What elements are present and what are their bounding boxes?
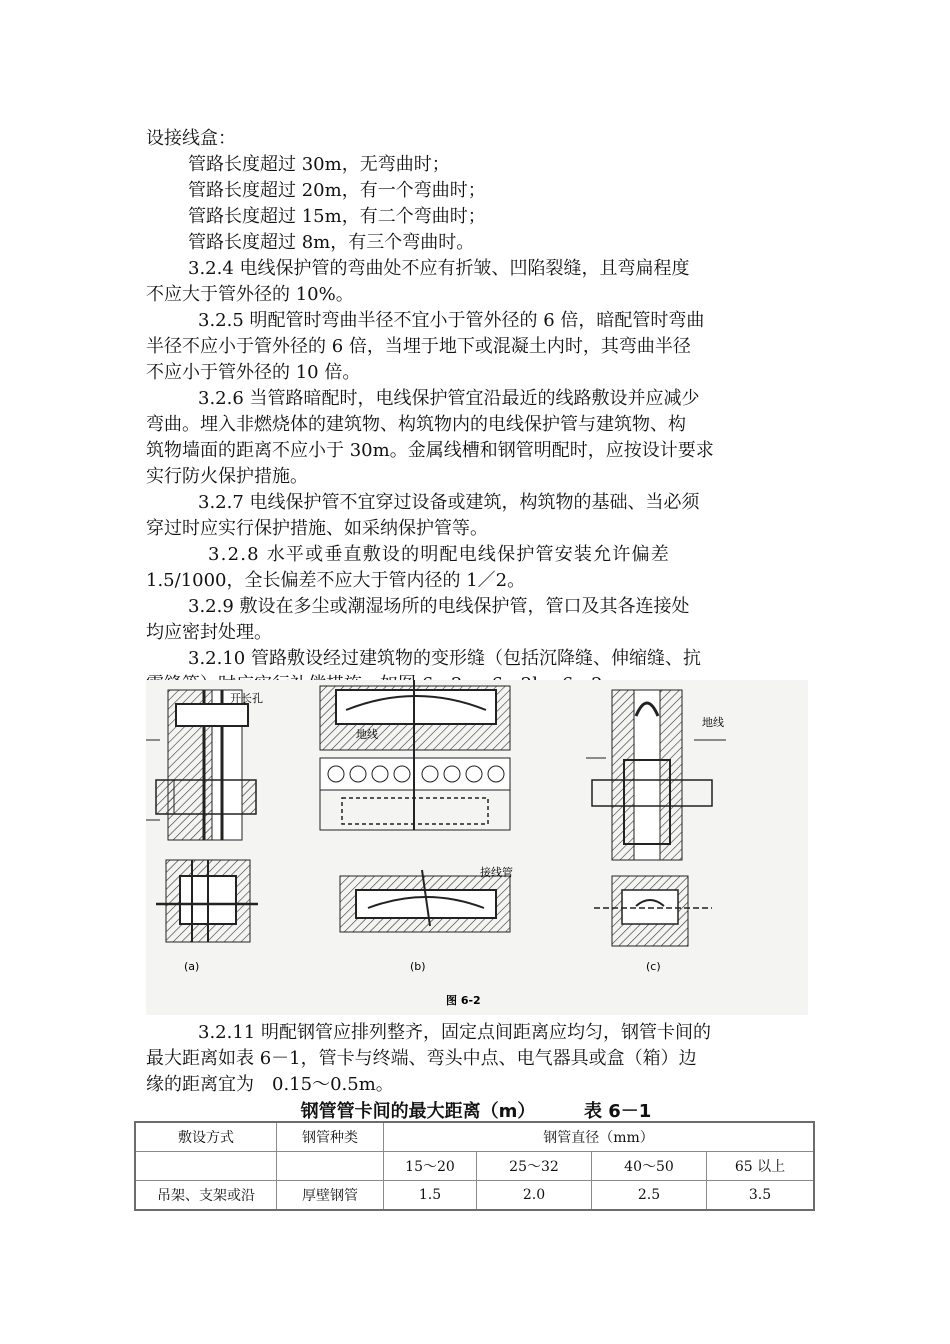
clause-line: 不应大于管外径的 10%。 — [146, 284, 354, 305]
table-cell: 2.0 — [477, 1181, 592, 1211]
table-header-cell — [277, 1152, 384, 1181]
table-row — [135, 1181, 814, 1211]
table-header-cell: 15～20 — [384, 1152, 477, 1181]
figure-c-ground-label: 地线 — [702, 716, 724, 729]
clause-line: 1.5/1000，全长偏差不应大于管内径的 1／2。 — [146, 570, 526, 591]
table-header-cell: 40～50 — [592, 1152, 707, 1181]
clause-line: 不应小于管外径的 10 倍。 — [146, 362, 361, 383]
clause-3-2-4 — [146, 256, 806, 308]
figure-b-ground-label: 地线 — [356, 728, 378, 741]
table-number: 表 6－1 — [584, 1101, 652, 1122]
figure-b-pipe-label: 接线管 — [480, 866, 513, 879]
table-cell: 2.5 — [592, 1181, 707, 1211]
clause-3-2-9 — [146, 594, 806, 646]
intro-line: 管路长度超过 15m，有二个弯曲时； — [188, 206, 486, 227]
table-title-text: 钢管管卡间的最大距离（m） — [300, 1101, 536, 1122]
clause-line: 半径不应小于管外径的 6 倍，当埋于地下或混凝土内时，其弯曲半径 — [146, 336, 691, 357]
figure-b-bottom — [340, 870, 510, 932]
intro-line: 管路长度超过 20m，有一个弯曲时； — [188, 180, 486, 201]
spacing-table — [134, 1121, 815, 1211]
clause-line: 均应密封处理。 — [146, 622, 272, 643]
table-cell: 1.5 — [384, 1181, 477, 1211]
clause-line: 实行防火保护措施。 — [146, 466, 308, 487]
figure-6-2 — [146, 680, 808, 1015]
table-cell: 3.5 — [707, 1181, 815, 1211]
table-header-cell: 敷设方式 — [135, 1122, 277, 1152]
clause-3-2-7 — [146, 490, 806, 542]
table-header-cell: 25～32 — [477, 1152, 592, 1181]
figure-caption-b: (b) — [410, 960, 426, 973]
table-title — [146, 1097, 806, 1123]
intro-line: 管路长度超过 30m，无弯曲时； — [188, 154, 450, 175]
figure-title: 图 6-2 — [446, 994, 481, 1007]
table-header-cell: 钢管种类 — [277, 1122, 384, 1152]
intro-block — [146, 126, 806, 256]
clause-line: 3.2.8 水平或垂直敷设的明配电线保护管安装允许偏差 — [208, 544, 670, 565]
figure-a-hole-label: 开长孔 — [230, 692, 263, 705]
table-header-cell: 钢管直径（mm） — [384, 1122, 815, 1152]
clause-3-2-8 — [146, 542, 806, 594]
clause-line: 3.2.10 管路敷设经过建筑物的变形缝（包括沉降缝、伸缩缝、抗 — [188, 648, 701, 669]
table-cell: 厚壁钢管 — [277, 1181, 384, 1211]
clause-line: 3.2.9 敷设在多尘或潮湿场所的电线保护管，管口及其各连接处 — [188, 596, 690, 617]
clause-line: 穿过时应实行保护措施、如采纳保护管等。 — [146, 518, 488, 539]
table-subheader-row — [135, 1152, 814, 1181]
clause-line: 3.2.11 明配钢管应排列整齐，固定点间距离应均匀，钢管卡间的 — [198, 1022, 711, 1043]
clause-3-2-6 — [146, 386, 806, 490]
clause-3-2-11 — [146, 1020, 806, 1098]
table-header-row — [135, 1122, 814, 1152]
intro-line: 设接线盒： — [146, 128, 236, 149]
clause-line: 筑物墙面的距离不应小于 30m。金属线槽和钢管明配时，应按设计要求 — [146, 440, 714, 461]
table-cell: 吊架、支架或沿 — [135, 1181, 277, 1211]
table-header-cell: 65 以上 — [707, 1152, 815, 1181]
figure-a-bottom — [156, 860, 258, 942]
clause-line: 缘的距离宜为 0.15～0.5m。 — [146, 1074, 394, 1095]
figure-caption-a: (a) — [184, 960, 200, 973]
clause-line: 最大距离如表 6－1，管卡与终端、弯头中点、电气器具或盒（箱）边 — [146, 1048, 697, 1069]
figure-caption-c: (c) — [646, 960, 661, 973]
clause-line: 3.2.4 电线保护管的弯曲处不应有折皱、凹陷裂缝，且弯扁程度 — [188, 258, 690, 279]
table-header-cell — [135, 1152, 277, 1181]
clause-line: 弯曲。埋入非燃烧体的建筑物、构筑物内的电线保护管与建筑物、构 — [146, 414, 686, 435]
clause-line: 3.2.6 当管路暗配时，电线保护管宜沿最近的线路敷设并应减少 — [198, 388, 700, 409]
intro-line: 管路长度超过 8m，有三个弯曲时。 — [188, 232, 475, 253]
clause-line: 3.2.5 明配管时弯曲半径不宜小于管外径的 6 倍，暗配管时弯曲 — [198, 310, 705, 331]
clause-line: 3.2.7 电线保护管不宜穿过设备或建筑，构筑物的基础、当必须 — [198, 492, 700, 513]
clause-3-2-5 — [146, 308, 806, 386]
clauses-block — [146, 256, 806, 698]
